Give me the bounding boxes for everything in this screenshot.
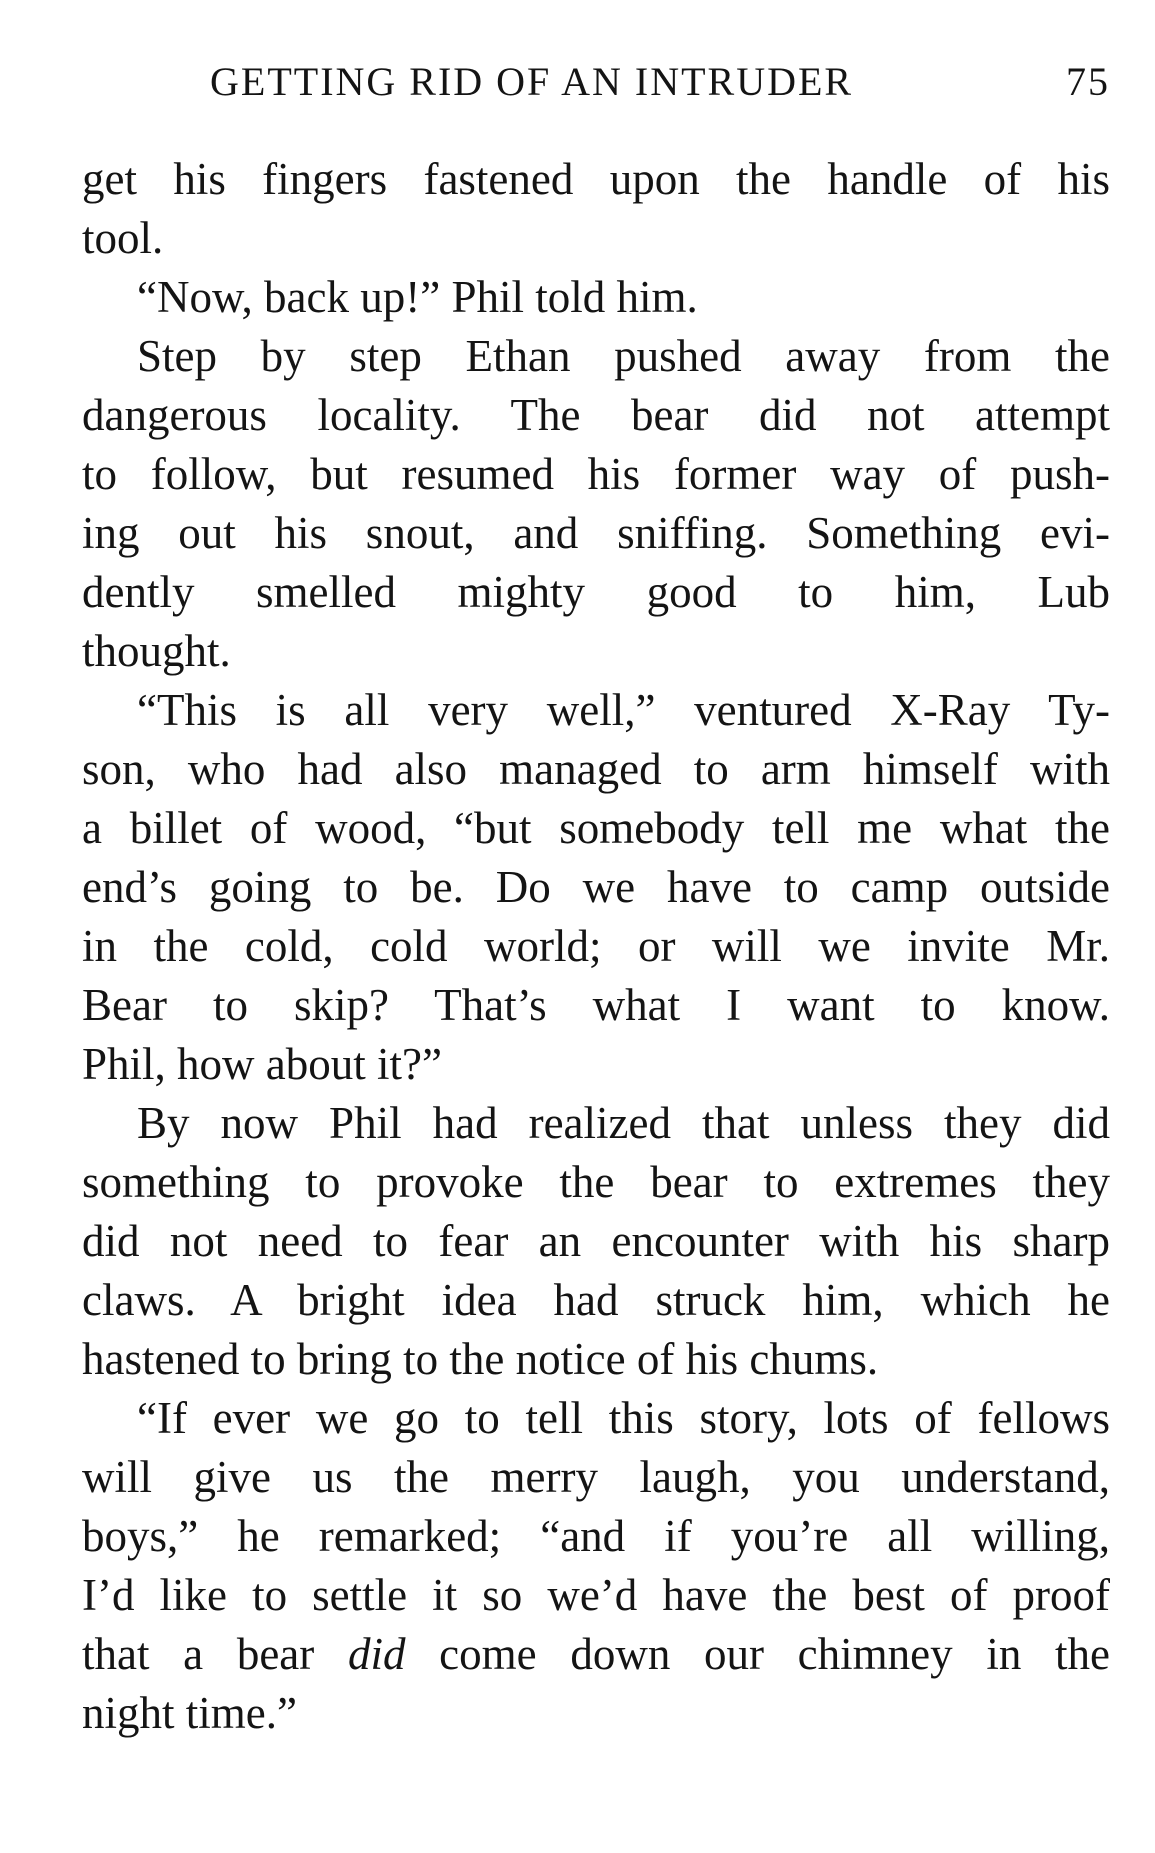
text-line: “Now, back up!” Phil told him. [137,272,698,322]
text-line: a billet of wood, “but somebody tell me what the [82,803,1110,853]
text-line: “If ever we go to tell this story, lots of fellows [137,1393,1110,1443]
text-line [82,1625,1110,1684]
text-line: I’d like to settle it so we’d have the best of proof [82,1570,1110,1620]
page-number: 75 [1066,59,1110,104]
text-line: Step by step Ethan pushed away from the [137,331,1110,381]
text-line: dangerous locality. The bear did not attempt [82,390,1110,440]
running-head [82,58,1110,108]
text-line: to follow, but resumed his former way of push- [82,449,1110,499]
text-line: “This is all very well,” ventured X-Ray Ty- [137,685,1110,735]
text-line: something to provoke the bear to extremes they [82,1157,1110,1207]
text-line-start: that a bear [82,1629,348,1679]
text-line: By now Phil had realized that unless they did [137,1098,1110,1148]
text-line: ing out his snout, and sniffing. Something evi- [82,508,1110,558]
text-line: dently smelled mighty good to him, Lub [82,567,1110,617]
text-line: son, who had also managed to arm himself with [82,744,1110,794]
text-line: will give us the merry laugh, you understand, [82,1452,1110,1502]
text-line: tool. [82,213,164,263]
text-line: thought. [82,626,231,676]
running-title: GETTING RID OF AN INTRUDER [210,59,854,104]
text-line: did not need to fear an encounter with his sharp [82,1216,1110,1266]
text-line: Bear to skip? That’s what I want to know. [82,980,1110,1030]
text-line: in the cold, cold world; or will we invite Mr. [82,921,1110,971]
text-line: boys,” he remarked; “and if you’re all willing, [82,1511,1110,1561]
text-line: claws. A bright idea had struck him, which he [82,1275,1110,1325]
text-line: get his fingers fastened upon the handle of his [82,154,1110,204]
text-line: night time.” [82,1688,297,1738]
text-line-end: come down our chimney in the [405,1629,1110,1679]
emphasized-word: did [347,1629,406,1679]
body-text [82,150,1110,1743]
text-line: hastened to bring to the notice of his chums. [82,1334,879,1384]
text-line: Phil, how about it?” [82,1039,442,1089]
text-line: end’s going to be. Do we have to camp outside [82,862,1110,912]
